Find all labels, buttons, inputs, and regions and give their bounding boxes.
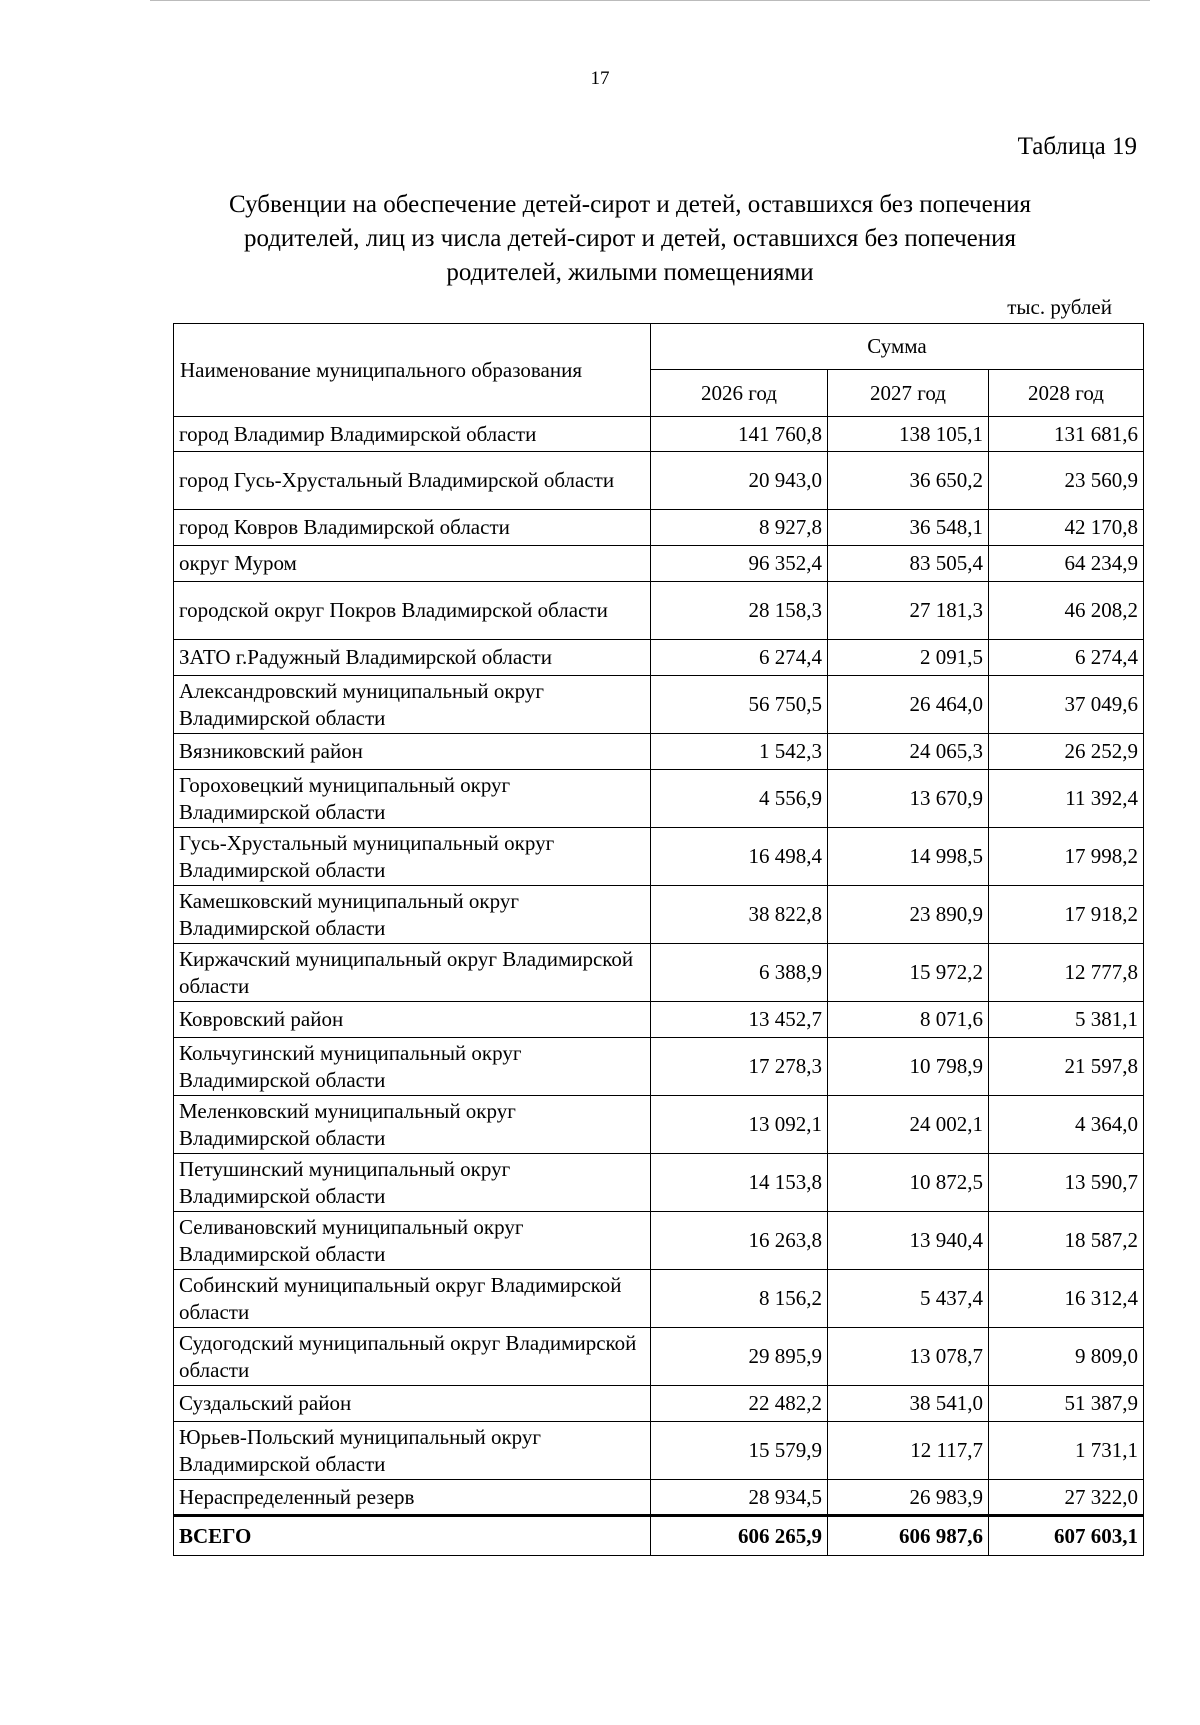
municipality-name: Юрьев-Польский муниципальный округ Владимирской области <box>174 1422 651 1480</box>
amount-2026: 13 092,1 <box>651 1096 828 1154</box>
amount-2027: 27 181,3 <box>828 582 989 640</box>
amount-2026: 14 153,8 <box>651 1154 828 1212</box>
amount-2027: 10 872,5 <box>828 1154 989 1212</box>
amount-2026: 17 278,3 <box>651 1038 828 1096</box>
amount-2026: 28 934,5 <box>651 1480 828 1516</box>
subvention-table <box>173 323 1144 1556</box>
amount-2026: 15 579,9 <box>651 1422 828 1480</box>
table-body <box>174 417 1144 1556</box>
municipality-name: Суздальский район <box>174 1386 651 1422</box>
municipality-name: ЗАТО г.Радужный Владимирской области <box>174 640 651 676</box>
header-year-2027: 2027 год <box>828 370 989 417</box>
amount-2026: 96 352,4 <box>651 546 828 582</box>
municipality-name: Селивановский муниципальный округ Владимирской области <box>174 1212 651 1270</box>
municipality-name: Собинский муниципальный округ Владимирской области <box>174 1270 651 1328</box>
amount-2027: 138 105,1 <box>828 417 989 452</box>
table-row <box>174 1096 1144 1154</box>
amount-2027: 14 998,5 <box>828 828 989 886</box>
amount-2028: 9 809,0 <box>989 1328 1144 1386</box>
amount-2026: 6 274,4 <box>651 640 828 676</box>
amount-2026: 56 750,5 <box>651 676 828 734</box>
municipality-name: Петушинский муниципальный округ Владимирской области <box>174 1154 651 1212</box>
amount-2027: 24 002,1 <box>828 1096 989 1154</box>
amount-2028: 4 364,0 <box>989 1096 1144 1154</box>
table-row <box>174 1002 1144 1038</box>
municipality-name: город Гусь-Хрустальный Владимирской области <box>174 452 651 510</box>
municipality-name: Гусь-Хрустальный муниципальный округ Владимирской области <box>174 828 651 886</box>
amount-2027: 26 464,0 <box>828 676 989 734</box>
municipality-name: Кольчугинский муниципальный округ Владимирской области <box>174 1038 651 1096</box>
amount-2028: 1 731,1 <box>989 1422 1144 1480</box>
total-amount-2026: 606 265,9 <box>651 1516 828 1556</box>
amount-2027: 24 065,3 <box>828 734 989 770</box>
amount-2028: 18 587,2 <box>989 1212 1144 1270</box>
amount-2028: 131 681,6 <box>989 417 1144 452</box>
amount-2026: 4 556,9 <box>651 770 828 828</box>
amount-2028: 42 170,8 <box>989 510 1144 546</box>
table-row <box>174 582 1144 640</box>
amount-2026: 29 895,9 <box>651 1328 828 1386</box>
municipality-name: Камешковский муниципальный округ Владимирской области <box>174 886 651 944</box>
amount-2027: 10 798,9 <box>828 1038 989 1096</box>
amount-2027: 15 972,2 <box>828 944 989 1002</box>
municipality-name: Меленковский муниципальный округ Владимирской области <box>174 1096 651 1154</box>
amount-2026: 38 822,8 <box>651 886 828 944</box>
amount-2027: 5 437,4 <box>828 1270 989 1328</box>
amount-2026: 8 927,8 <box>651 510 828 546</box>
amount-2028: 17 998,2 <box>989 828 1144 886</box>
amount-2028: 46 208,2 <box>989 582 1144 640</box>
header-sum: Сумма <box>651 324 1144 370</box>
municipality-name: Вязниковский район <box>174 734 651 770</box>
table-title <box>150 188 1110 290</box>
table-row <box>174 546 1144 582</box>
amount-2027: 36 650,2 <box>828 452 989 510</box>
amount-2026: 1 542,3 <box>651 734 828 770</box>
amount-2026: 16 498,4 <box>651 828 828 886</box>
amount-2026: 8 156,2 <box>651 1270 828 1328</box>
table-row <box>174 1422 1144 1480</box>
table-row <box>174 734 1144 770</box>
table-row <box>174 1270 1144 1328</box>
amount-2027: 83 505,4 <box>828 546 989 582</box>
table-label: Таблица 19 <box>1017 133 1137 160</box>
amount-2028: 21 597,8 <box>989 1038 1144 1096</box>
municipality-name: городской округ Покров Владимирской области <box>174 582 651 640</box>
total-amount-2027: 606 987,6 <box>828 1516 989 1556</box>
municipality-name: Судогодский муниципальный округ Владимирской области <box>174 1328 651 1386</box>
amount-2027: 12 117,7 <box>828 1422 989 1480</box>
amount-2027: 36 548,1 <box>828 510 989 546</box>
amount-2028: 5 381,1 <box>989 1002 1144 1038</box>
table-row <box>174 944 1144 1002</box>
amount-2026: 141 760,8 <box>651 417 828 452</box>
amount-2027: 23 890,9 <box>828 886 989 944</box>
amount-2026: 28 158,3 <box>651 582 828 640</box>
amount-2028: 16 312,4 <box>989 1270 1144 1328</box>
table-row <box>174 640 1144 676</box>
amount-2028: 37 049,6 <box>989 676 1144 734</box>
amount-2028: 13 590,7 <box>989 1154 1144 1212</box>
table-row <box>174 1038 1144 1096</box>
municipality-name: город Владимир Владимирской области <box>174 417 651 452</box>
municipality-name: Нераспределенный резерв <box>174 1480 651 1516</box>
amount-2027: 2 091,5 <box>828 640 989 676</box>
municipality-name: Ковровский район <box>174 1002 651 1038</box>
table-row <box>174 1154 1144 1212</box>
amount-2026: 20 943,0 <box>651 452 828 510</box>
table-row <box>174 1386 1144 1422</box>
total-amount-2028: 607 603,1 <box>989 1516 1144 1556</box>
table-row <box>174 1480 1144 1516</box>
amount-2028: 51 387,9 <box>989 1386 1144 1422</box>
total-row <box>174 1516 1144 1556</box>
amount-2027: 38 541,0 <box>828 1386 989 1422</box>
municipality-name: Гороховецкий муниципальный округ Владимирской области <box>174 770 651 828</box>
scan-edge-line <box>150 0 1150 1</box>
amount-2028: 64 234,9 <box>989 546 1144 582</box>
table-row <box>174 417 1144 452</box>
title-line: родителей, лиц из числа детей-сирот и детей, оставшихся без попечения <box>243 225 1017 252</box>
municipality-name: Киржачский муниципальный округ Владимирской области <box>174 944 651 1002</box>
municipality-name: город Ковров Владимирской области <box>174 510 651 546</box>
amount-2028: 23 560,9 <box>989 452 1144 510</box>
amount-2027: 8 071,6 <box>828 1002 989 1038</box>
total-label: ВСЕГО <box>174 1516 651 1556</box>
table-row <box>174 828 1144 886</box>
table-row <box>174 770 1144 828</box>
amount-2028: 17 918,2 <box>989 886 1144 944</box>
table-row <box>174 1328 1144 1386</box>
amount-2026: 13 452,7 <box>651 1002 828 1038</box>
municipality-name: Александровский муниципальный округ Владимирской области <box>174 676 651 734</box>
header-year-2026: 2026 год <box>651 370 828 417</box>
amount-2026: 6 388,9 <box>651 944 828 1002</box>
amount-2028: 11 392,4 <box>989 770 1144 828</box>
amount-2028: 6 274,4 <box>989 640 1144 676</box>
municipality-name: округ Муром <box>174 546 651 582</box>
title-line: родителей, жилыми помещениями <box>446 259 814 286</box>
table-row <box>174 1212 1144 1270</box>
header-municipality: Наименование муниципального образования <box>174 324 651 417</box>
title-line: Субвенции на обеспечение детей-сирот и детей, оставшихся без попечения <box>229 191 1031 218</box>
page-number: 17 <box>590 68 610 89</box>
amount-2028: 27 322,0 <box>989 1480 1144 1516</box>
table-row <box>174 510 1144 546</box>
amount-2027: 13 670,9 <box>828 770 989 828</box>
amount-2028: 26 252,9 <box>989 734 1144 770</box>
amount-2027: 26 983,9 <box>828 1480 989 1516</box>
table-row <box>174 452 1144 510</box>
amount-2026: 22 482,2 <box>651 1386 828 1422</box>
table-row <box>174 886 1144 944</box>
amount-2027: 13 940,4 <box>828 1212 989 1270</box>
amount-2026: 16 263,8 <box>651 1212 828 1270</box>
table-row <box>174 676 1144 734</box>
amount-2027: 13 078,7 <box>828 1328 989 1386</box>
amount-2028: 12 777,8 <box>989 944 1144 1002</box>
units-label: тыс. рублей <box>1007 295 1112 319</box>
header-year-2028: 2028 год <box>989 370 1144 417</box>
